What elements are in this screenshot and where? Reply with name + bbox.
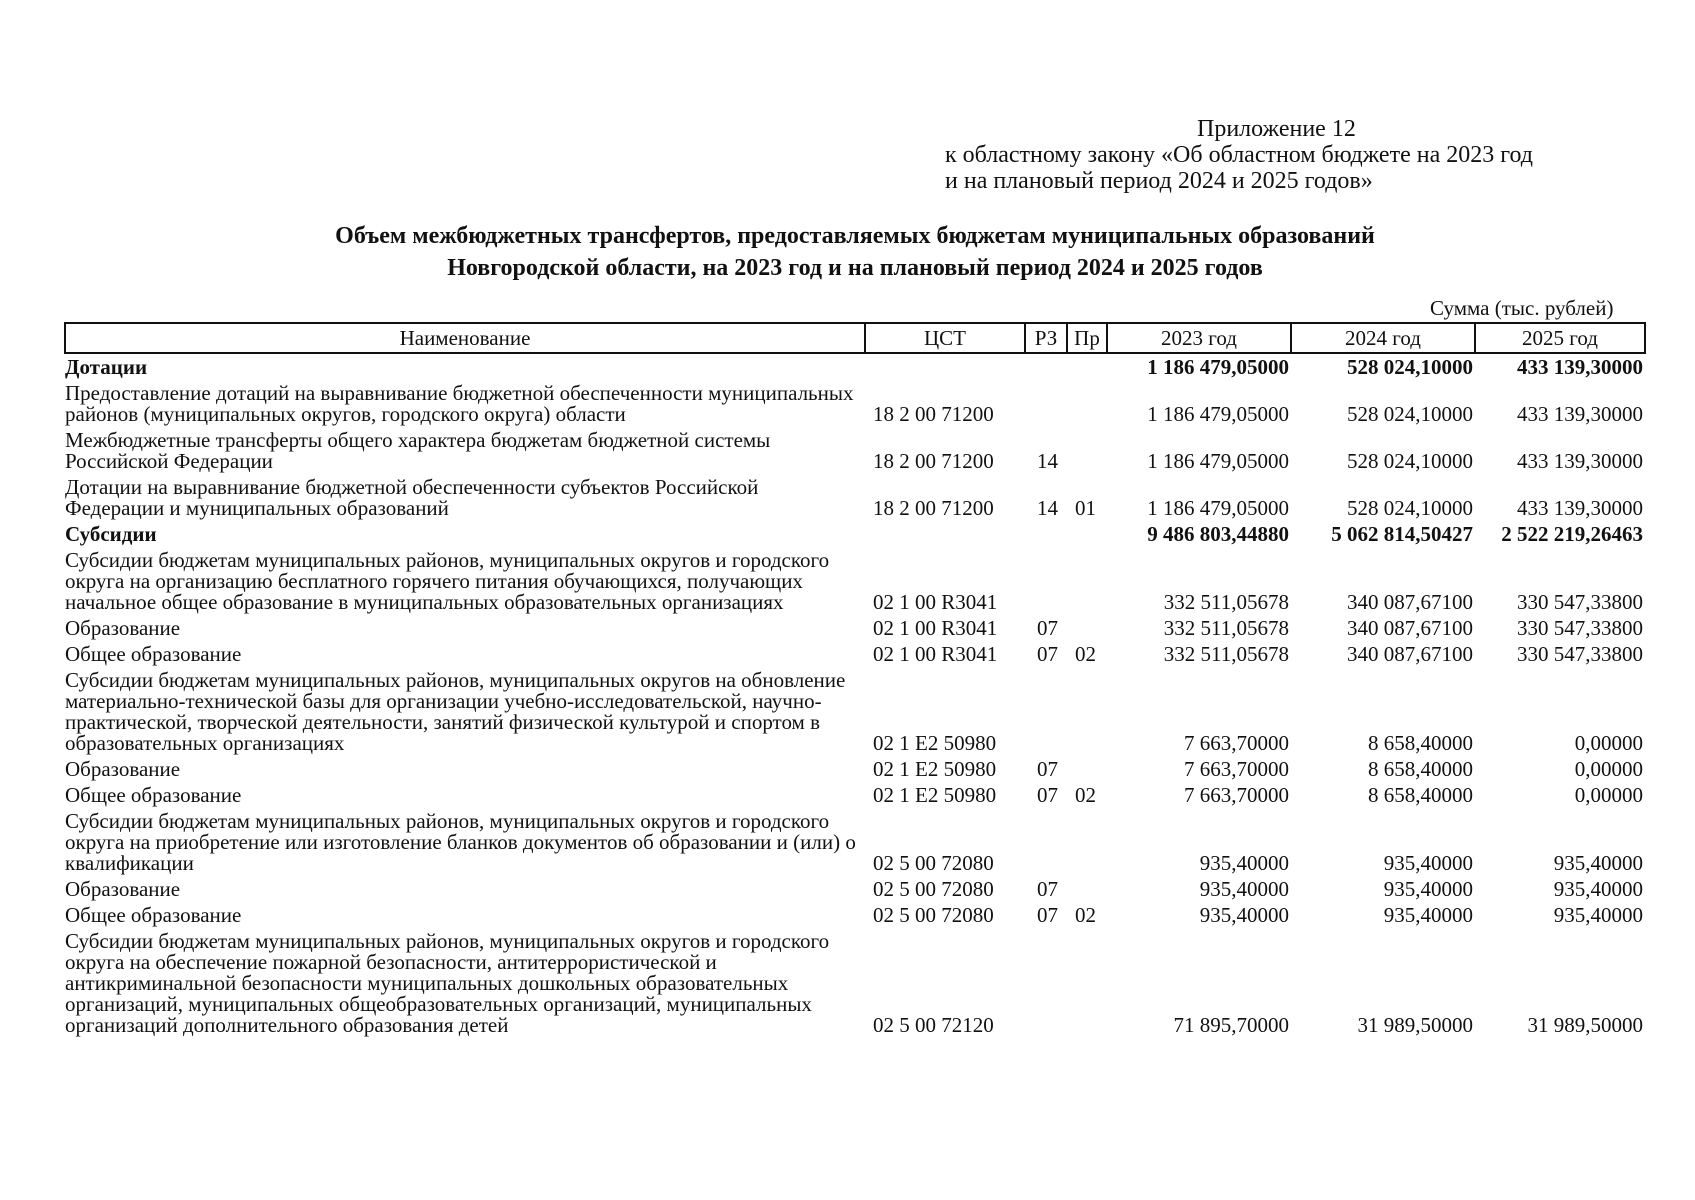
row-name: Предоставление дотаций на выравнивание бюджетной обеспеченности муниципальных районов (муниципальных округов, городского округа) области	[65, 381, 854, 426]
row-2025: 0,00000	[1574, 757, 1643, 781]
row-name: Субсидии бюджетам муниципальных районов, муниципальных округов и городского округа на организацию бесплатного горячего питания обучающихся, получающих начальное общее образование в муниципальных образовательных организациях	[65, 548, 830, 614]
row-2025: 2 522 219,26463	[1501, 522, 1643, 546]
row-2024: 528 024,10000	[1347, 449, 1473, 473]
row-name: Общее образование	[65, 903, 242, 927]
row-2023: 71 895,70000	[1173, 1013, 1289, 1037]
row-2023: 9 486 803,44880	[1147, 522, 1289, 546]
table-row	[65, 782, 1645, 808]
row-rz: 07	[1037, 616, 1058, 640]
document-title-line-2: Новгородской области, на 2023 год и на плановый период 2024 и 2025 годов	[447, 255, 1263, 281]
row-2023: 7 663,70000	[1184, 731, 1289, 755]
row-rz	[1025, 380, 1067, 427]
row-rz: 07	[1037, 877, 1058, 901]
row-2025: 31 989,50000	[1527, 1013, 1643, 1037]
row-name: Субсидии бюджетам муниципальных районов, муниципальных округов и городского округа на обеспечение пожарной безопасности, антитеррористической и антикриминальной безопасности муниципальных дошкольных образовательных организаций, муниципальных общеобразовательных организаций, муниципальных организаций дополнительного образования детей	[65, 929, 830, 1037]
table-body	[65, 353, 1645, 1038]
row-2023: 1 186 479,05000	[1147, 355, 1289, 379]
row-pr	[1067, 521, 1107, 547]
row-pr: 01	[1075, 496, 1096, 520]
table-row	[65, 641, 1645, 667]
row-cst: 02 1 E2 50980	[873, 757, 997, 781]
units-label: Сумма (тыс. рублей)	[1430, 296, 1614, 320]
row-rz: 07	[1037, 903, 1058, 927]
table-row	[65, 353, 1645, 380]
header-2025: 2025 год	[1475, 323, 1645, 353]
row-pr	[1067, 353, 1107, 380]
row-2023: 7 663,70000	[1184, 757, 1289, 781]
table-row	[65, 427, 1645, 474]
table-row	[65, 756, 1645, 782]
table-row	[65, 667, 1645, 756]
table-row	[65, 547, 1645, 615]
row-2025: 0,00000	[1574, 783, 1643, 807]
row-name: Общее образование	[65, 642, 242, 666]
row-cst: 18 2 00 71200	[873, 496, 994, 520]
table-row	[65, 615, 1645, 641]
row-pr	[1067, 756, 1107, 782]
row-2024: 340 087,67100	[1347, 616, 1473, 640]
row-pr: 02	[1075, 642, 1096, 666]
row-name: Субсидии	[65, 522, 157, 546]
row-cst: 02 5 00 72080	[873, 903, 994, 927]
row-rz: 14	[1037, 496, 1058, 520]
table-row	[65, 808, 1645, 876]
row-2024: 340 087,67100	[1347, 642, 1473, 666]
table-row	[65, 521, 1645, 547]
row-cst: 02 1 00 R3041	[873, 616, 998, 640]
row-cst	[865, 353, 1025, 380]
header-cst: ЦСТ	[865, 323, 1025, 353]
appendix-header	[945, 116, 1533, 194]
appendix-line-1: к областному закону «Об областном бюджете на 2023 год	[945, 142, 1533, 168]
row-rz	[1025, 808, 1067, 876]
appendix-line-2: и на плановый период 2024 и 2025 годов»	[945, 168, 1373, 194]
row-name: Образование	[65, 877, 181, 901]
row-pr: 02	[1075, 903, 1096, 927]
header-rz: РЗ	[1025, 323, 1067, 353]
row-2023: 1 186 479,05000	[1147, 496, 1289, 520]
row-2023: 1 186 479,05000	[1147, 449, 1289, 473]
row-cst: 02 1 E2 50980	[873, 731, 997, 755]
row-2023: 1 186 479,05000	[1147, 402, 1289, 426]
row-2024: 8 658,40000	[1368, 783, 1473, 807]
row-cst: 02 1 E2 50980	[873, 783, 997, 807]
row-cst: 02 5 00 72120	[873, 1013, 994, 1037]
budget-table	[64, 322, 1646, 1038]
row-2025: 433 139,30000	[1517, 496, 1643, 520]
header-pr: Пр	[1067, 323, 1107, 353]
row-rz	[1025, 547, 1067, 615]
row-2023: 7 663,70000	[1184, 783, 1289, 807]
row-2024: 8 658,40000	[1368, 731, 1473, 755]
table-row	[65, 902, 1645, 928]
row-2025: 935,40000	[1553, 877, 1643, 901]
header-2023: 2023 год	[1107, 323, 1291, 353]
row-2023: 332 511,05678	[1163, 616, 1289, 640]
row-2024: 528 024,10000	[1347, 355, 1473, 379]
row-rz	[1025, 928, 1067, 1038]
appendix-title: Приложение 12	[1197, 116, 1356, 142]
document-title-line-1: Объем межбюджетных трансфертов, предоставляемых бюджетам муниципальных образований	[335, 223, 1375, 249]
row-name: Образование	[65, 616, 181, 640]
row-cst	[865, 521, 1025, 547]
table-row	[65, 474, 1645, 521]
header-name: Наименование	[65, 323, 865, 353]
table-row	[65, 928, 1645, 1038]
table-row	[65, 380, 1645, 427]
row-2025: 935,40000	[1553, 903, 1643, 927]
row-2023: 332 511,05678	[1163, 590, 1289, 614]
row-pr	[1067, 547, 1107, 615]
row-2025: 433 139,30000	[1517, 355, 1643, 379]
row-cst: 02 1 00 R3041	[873, 642, 998, 666]
row-2024: 935,40000	[1383, 851, 1473, 875]
row-name: Образование	[65, 757, 181, 781]
row-rz: 07	[1037, 642, 1058, 666]
row-2025: 433 139,30000	[1517, 402, 1643, 426]
row-cst: 18 2 00 71200	[873, 402, 994, 426]
row-2024: 528 024,10000	[1347, 496, 1473, 520]
table-row	[65, 876, 1645, 902]
row-pr	[1067, 427, 1107, 474]
row-2024: 31 989,50000	[1357, 1013, 1473, 1037]
row-rz	[1025, 667, 1067, 756]
row-2024: 935,40000	[1383, 903, 1473, 927]
row-pr	[1067, 808, 1107, 876]
row-2025: 330 547,33800	[1517, 642, 1643, 666]
row-rz: 14	[1037, 449, 1058, 473]
row-pr	[1067, 928, 1107, 1038]
row-cst: 02 1 00 R3041	[873, 590, 998, 614]
row-2025: 433 139,30000	[1517, 449, 1643, 473]
table-header-row	[65, 323, 1645, 353]
row-2025: 330 547,33800	[1517, 590, 1643, 614]
row-name: Субсидии бюджетам муниципальных районов, муниципальных округов на обновление материально-технической базы для организации учебно-исследовательской, научно-практической, творческой деятельности, занятий физической культурой и спортом в образовательных организациях	[65, 668, 846, 755]
row-2025: 935,40000	[1553, 851, 1643, 875]
row-2024: 340 087,67100	[1347, 590, 1473, 614]
row-rz	[1025, 521, 1067, 547]
row-pr	[1067, 380, 1107, 427]
row-pr: 02	[1075, 783, 1096, 807]
row-2025: 0,00000	[1574, 731, 1643, 755]
row-2024: 5 062 814,50427	[1331, 522, 1473, 546]
row-2025: 330 547,33800	[1517, 616, 1643, 640]
row-2024: 528 024,10000	[1347, 402, 1473, 426]
row-pr	[1067, 615, 1107, 641]
document-title	[0, 220, 1695, 284]
row-cst: 02 5 00 72080	[873, 877, 994, 901]
row-2023: 935,40000	[1199, 877, 1289, 901]
row-cst: 18 2 00 71200	[873, 449, 994, 473]
row-cst: 02 5 00 72080	[873, 851, 994, 875]
row-name: Общее образование	[65, 783, 242, 807]
row-name: Дотации	[65, 355, 148, 379]
row-2023: 935,40000	[1199, 851, 1289, 875]
row-2023: 332 511,05678	[1163, 642, 1289, 666]
row-2023: 935,40000	[1199, 903, 1289, 927]
row-name: Субсидии бюджетам муниципальных районов, муниципальных округов и городского округа на приобретение или изготовление бланков документов об образовании и (или) о квалификации	[65, 809, 856, 875]
row-rz	[1025, 353, 1067, 380]
row-2024: 935,40000	[1383, 877, 1473, 901]
row-pr	[1067, 876, 1107, 902]
row-2024: 8 658,40000	[1368, 757, 1473, 781]
row-rz: 07	[1037, 783, 1058, 807]
row-pr	[1067, 667, 1107, 756]
row-rz: 07	[1037, 757, 1058, 781]
row-name: Межбюджетные трансферты общего характера бюджетам бюджетной системы Российской Федерации	[65, 428, 771, 473]
row-name: Дотации на выравнивание бюджетной обеспеченности субъектов Российской Федерации и муниципальных образований	[65, 475, 759, 520]
header-2024: 2024 год	[1291, 323, 1475, 353]
